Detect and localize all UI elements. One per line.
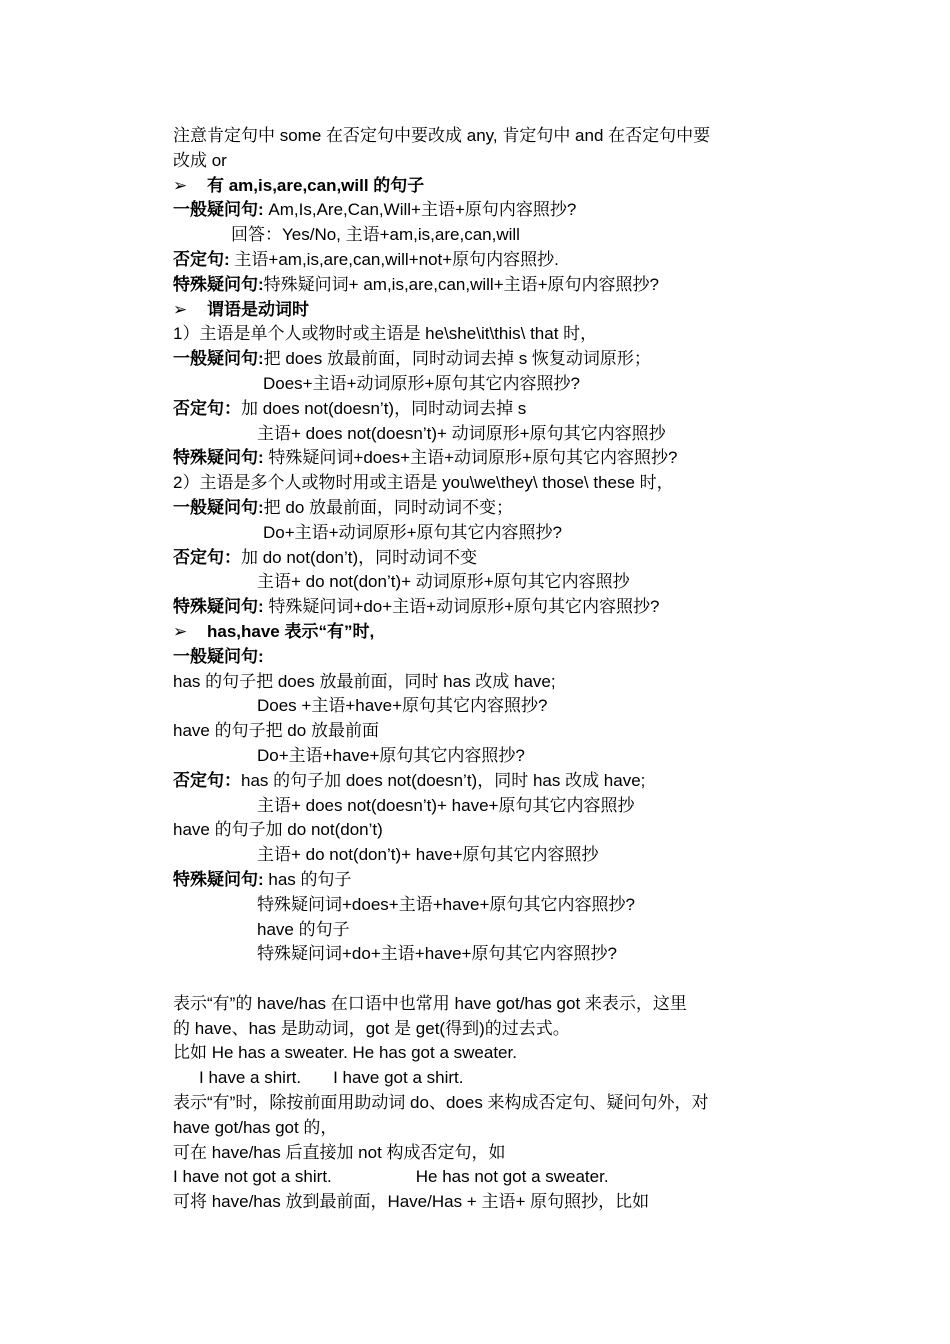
heading-has-have: [173, 620, 783, 645]
have-got-line-5: 可在 have/has 后直接加 not 构成否定句，如: [173, 1142, 506, 1162]
case-1-negative: [173, 397, 783, 422]
heading-text: 谓语是动词时: [207, 299, 309, 319]
heading-text: 有 am,is,are,can,will 的句子: [207, 175, 425, 195]
text: 加 does not(doesn’t)，同时动词去掉 s: [241, 398, 527, 418]
case-1-negative-formula: 主语+ does not(doesn’t)+ 动词原形+原句其它内容照抄: [257, 423, 666, 443]
arrow-bullet-icon: ➢: [173, 175, 188, 195]
label: 否定句：: [173, 770, 241, 790]
has-have-general-label: 一般疑问句:: [173, 646, 264, 666]
case-2-line: 2）主语是多个人或物时用或主语是 you\we\they\ those\ these 时，: [173, 473, 674, 493]
example-line-1: 比如 He has a sweater. He has got a sweater.: [173, 1043, 517, 1063]
text: 把 do 放最前面，同时动词不变；: [263, 497, 514, 517]
label: 特殊疑问句:: [173, 448, 264, 468]
heading-verb-predicate: [173, 298, 783, 323]
example-line-3: [173, 1165, 783, 1190]
text: 加 do not(don’t)，同时动词不变: [241, 547, 478, 567]
example-b: I have got a shirt.: [333, 1068, 464, 1088]
label: 一般疑问句:: [173, 200, 264, 220]
have-got-line-3: 表示“有”时，除按前面用助动词 do、does 来构成否定句、疑问句外，对: [173, 1093, 709, 1113]
intro-line-2: 改成 or: [173, 150, 227, 170]
have-special-formula: 特殊疑问词+do+主语+have+原句其它内容照抄?: [257, 944, 617, 964]
case-2-special-question: [173, 595, 783, 620]
case-2-general-formula: Do+主语+动词原形+原句其它内容照抄?: [263, 522, 562, 542]
have-negative-formula: 主语+ do not(don’t)+ have+原句其它内容照抄: [257, 845, 599, 865]
have-special-label: have 的句子: [257, 919, 350, 939]
have-got-line-1: 表示“有”的 have/has 在口语中也常用 have got/has got 来表示，这里: [173, 993, 687, 1013]
has-special-formula: 特殊疑问词+does+主语+have+原句其它内容照抄?: [257, 894, 635, 914]
case-2-general-question: [173, 496, 783, 521]
arrow-bullet-icon: ➢: [173, 621, 188, 641]
case-1-line: 1）主语是单个人或物时或主语是 he\she\it\this\ that 时，: [173, 324, 598, 344]
text: has 的句子加 does not(doesn’t)，同时 has 改成 have;: [241, 770, 646, 790]
have-negative: have 的句子加 do not(don’t): [173, 820, 383, 840]
example-a: I have a shirt.: [199, 1068, 302, 1088]
label: 一般疑问句:: [173, 349, 264, 369]
arrow-bullet-icon: ➢: [173, 299, 188, 319]
text: 特殊疑问词+do+主语+动词原形+原句其它内容照抄?: [263, 597, 660, 617]
has-have-special-question: [173, 868, 783, 893]
have-got-line-2: 的 have、has 是助动词，got 是 get(得到)的过去式。: [173, 1018, 570, 1038]
document-page: [173, 124, 783, 1215]
negative-line: [173, 248, 783, 273]
heading-text: has,have 表示“有”时,: [207, 621, 375, 641]
example-b: He has not got a sweater.: [415, 1167, 609, 1187]
have-got-line-6: 可将 have/has 放到最前面，Have/Has + 主语+ 原句照抄，比如: [173, 1192, 650, 1212]
case-1-general-question: [173, 347, 783, 372]
text: has 的句子: [263, 869, 352, 889]
special-question-line: [173, 273, 783, 298]
heading-am-is-are: [173, 174, 783, 199]
case-2-negative-formula: 主语+ do not(don’t)+ 动词原形+原句其它内容照抄: [257, 572, 630, 592]
example-line-2: [173, 1066, 783, 1091]
has-negative-formula: 主语+ does not(doesn’t)+ have+原句其它内容照抄: [257, 795, 635, 815]
label: 特殊疑问句:: [173, 274, 264, 294]
answer-line: 回答：Yes/No, 主语+am,is,are,can,will: [231, 225, 520, 245]
text: 把 does 放最前面，同时动词去掉 s 恢复动词原形；: [263, 349, 651, 369]
general-question-line: [173, 198, 783, 223]
have-general-formula: Do+主语+have+原句其它内容照抄?: [257, 745, 525, 765]
has-negative: [173, 769, 783, 794]
has-general-formula: Does +主语+have+原句其它内容照抄?: [257, 696, 548, 716]
text: Am,Is,Are,Can,Will+主语+原句内容照抄?: [263, 200, 577, 220]
label: 否定句:: [173, 249, 230, 269]
label: 否定句：: [173, 547, 241, 567]
text: 特殊疑问词+does+主语+动词原形+原句其它内容照抄?: [263, 448, 678, 468]
spacer: [173, 967, 783, 992]
label: 一般疑问句:: [173, 497, 264, 517]
has-general-question: has 的句子把 does 放最前面，同时 has 改成 have;: [173, 671, 556, 691]
example-a: I have not got a shirt.: [173, 1167, 332, 1187]
case-2-negative: [173, 546, 783, 571]
have-got-line-4: have got/has got 的，: [173, 1117, 338, 1137]
have-general-question: have 的句子把 do 放最前面: [173, 721, 379, 741]
case-1-special-question: [173, 446, 783, 471]
label: 特殊疑问句:: [173, 597, 264, 617]
label: 否定句：: [173, 398, 241, 418]
intro-line-1: 注意肯定句中 some 在否定句中要改成 any, 肯定句中 and 在否定句中要: [173, 126, 711, 145]
case-1-general-formula: Does+主语+动词原形+原句其它内容照抄?: [263, 373, 580, 393]
label: 特殊疑问句:: [173, 869, 264, 889]
text: 特殊疑问词+ am,is,are,can,will+主语+原句内容照抄?: [263, 274, 660, 294]
text: 主语+am,is,are,can,will+not+原句内容照抄.: [229, 249, 559, 269]
